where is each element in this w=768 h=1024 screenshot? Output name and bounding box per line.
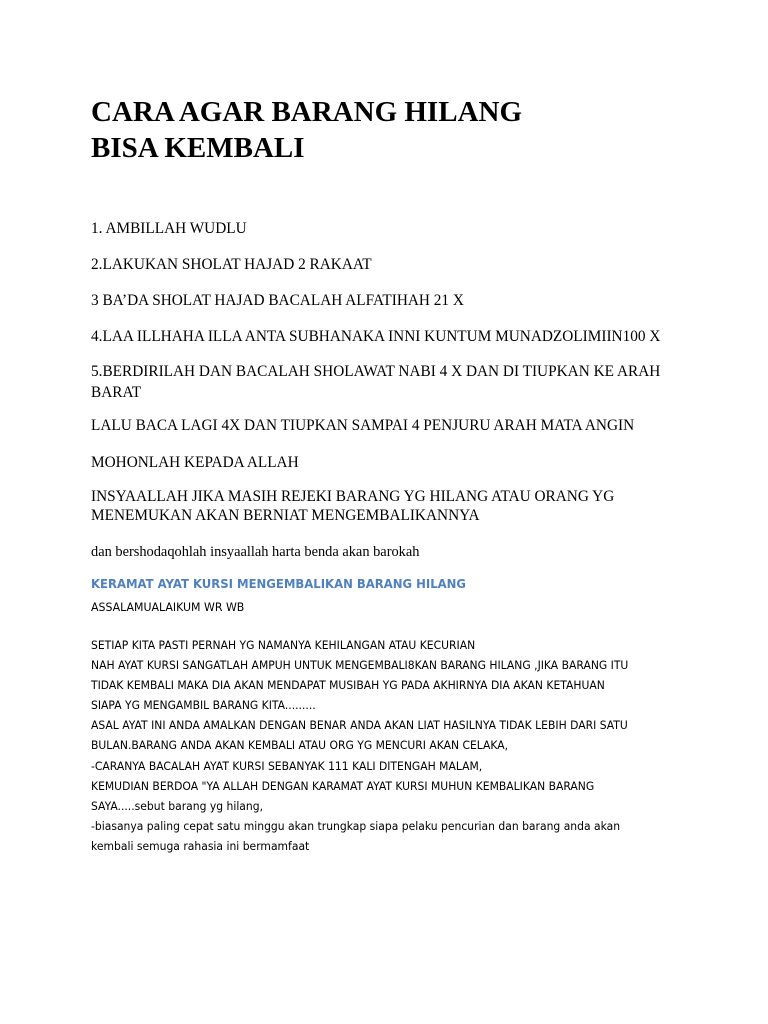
title-line-1: CARA AGAR BARANG HILANG xyxy=(91,96,523,128)
step-1: 1. AMBILLAH WUDLU xyxy=(91,220,247,237)
body-line: KEMUDIAN BERDOA "YA ALLAH DENGAN KARAMAT AYAT KURSI MUHUN KEMBALIKAN BARANG xyxy=(91,778,595,793)
body-line: TIDAK KEMBALI MAKA DIA AKAN MENDAPAT MUSIBAH YG PADA AKHIRNYA DIA AKAN KETAHUAN xyxy=(91,678,605,693)
body-line: SAYA.....sebut barang yg hilang, xyxy=(91,798,264,813)
step-5 xyxy=(91,361,691,403)
pray-instruction: MOHONLAH KEPADA ALLAH xyxy=(91,454,299,471)
body-line: SIAPA YG MENGAMBIL BARANG KITA......... xyxy=(91,698,316,713)
body-line: ASAL AYAT INI ANDA AMALKAN DENGAN BENAR ANDA AKAN LIAT HASILNYA TIDAK LEBIH DARI SATU xyxy=(91,718,628,733)
charity-line: dan bershodaqohlah insyaallah harta benda akan barokah xyxy=(91,544,420,560)
document-title xyxy=(91,94,691,166)
body-line: NAH AYAT KURSI SANGATLAH AMPUH UNTUK MENGEMBALI8KAN BARANG HILANG ,JIKA BARANG ITU xyxy=(91,658,629,673)
hope-line-2: MENEMUKAN AKAN BERNIAT MENGEMBALIKANNYA xyxy=(91,507,480,524)
section-2-heading: KERAMAT AYAT KURSI MENGEMBALIKAN BARANG HILANG xyxy=(91,576,466,591)
greeting-text: ASSALAMUALAIKUM WR WB xyxy=(91,600,245,614)
hope-line-1: INSYAALLAH JIKA MASIH REJEKI BARANG YG HILANG ATAU ORANG YG xyxy=(91,488,615,505)
title-line-2: BISA KEMBALI xyxy=(91,132,305,164)
body-line: -biasanya paling cepat satu minggu akan trungkap siapa pelaku pencurian dan barang anda akan xyxy=(91,818,621,833)
step-2: 2.LAKUKAN SHOLAT HAJAD 2 RAKAAT xyxy=(91,256,372,273)
step-5-line-2: BARAT xyxy=(91,384,142,401)
body-line: kembali semuga rahasia ini bermamfaat xyxy=(91,838,310,853)
body-line: -CARANYA BACALAH AYAT KURSI SEBANYAK 111 KALI DITENGAH MALAM, xyxy=(91,758,483,773)
step-5-line-1: 5.BERDIRILAH DAN BACALAH SHOLAWAT NABI 4 X DAN DI TIUPKAN KE ARAH xyxy=(91,363,661,380)
body-line: BULAN.BARANG ANDA AKAN KEMBALI ATAU ORG YG MENCURI AKAN CELAKA, xyxy=(91,738,509,753)
greeting xyxy=(91,597,711,617)
section-2-body xyxy=(91,635,711,856)
step-3: 3 BA’DA SHOLAT HAJAD BACALAH ALFATIHAH 21 X xyxy=(91,292,464,309)
hope-paragraph xyxy=(91,487,691,525)
body-line: SETIAP KITA PASTI PERNAH YG NAMANYA KEHILANGAN ATAU KECURIAN xyxy=(91,638,476,652)
repeat-instruction: LALU BACA LAGI 4X DAN TIUPKAN SAMPAI 4 PENJURU ARAH MATA ANGIN xyxy=(91,417,635,434)
step-4: 4.LAA ILLHAHA ILLA ANTA SUBHANAKA INNI KUNTUM MUNADZOLIMIIN100 X xyxy=(91,328,661,345)
